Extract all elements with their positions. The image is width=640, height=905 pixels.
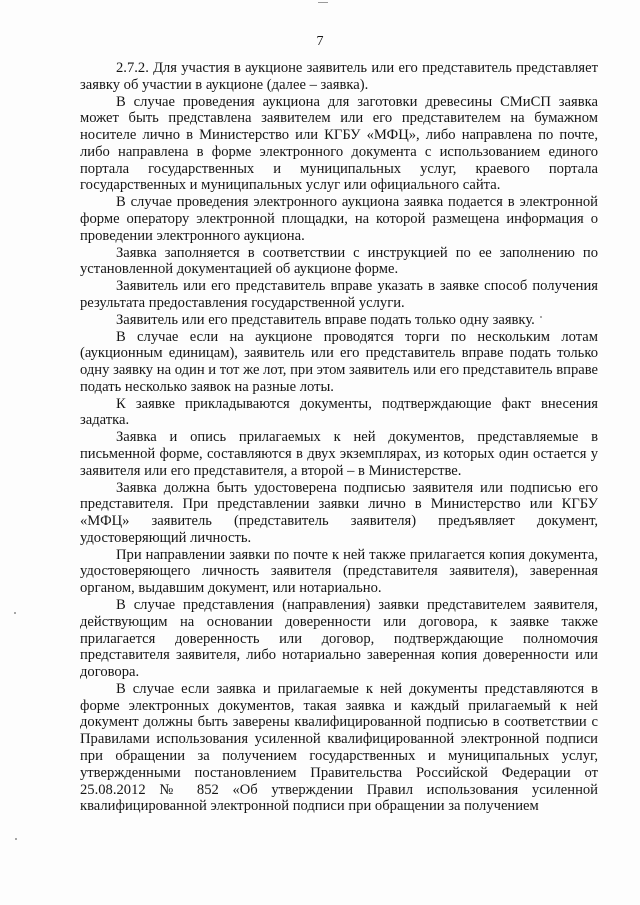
page-number: 7 [316,34,324,49]
body-text [80,60,598,815]
paragraph-signature: Заявка должна быть удостоверена подписью заявителя или подписью его представителя. При представлении заявки лично в Министерство или КГБУ «МФЦ» заявитель (представитель заявителя) предъявляет документ, удостоверяющий личность. [80,479,598,546]
paragraph-2-7-2: 2.7.2. Для участия в аукционе заявитель или его представитель представляет заявку об участии в аукционе (далее – заявка). [80,60,598,93]
paragraph-two-copies: Заявка и опись прилагаемых к ней документов, представляемые в письменной форме, составляются в двух экземплярах, из которых один остается у заявителя или его представителя, а второй – в Министерстве. [80,429,598,479]
paragraph-multiple-lots: В случае если на аукционе проводятся торги по нескольким лотам (аукционным единицам), заявитель или его представитель вправе подать только одну заявку на один и тот же лот, при этом заявитель или его представитель вправе подать несколько заявок на разные лоты. [80,328,598,395]
paragraph-representative: В случае представления (направления) заявки представителем заявителя, действующим на основании доверенности или договора, к заявке также прилагается доверенность или договор, подтверждающие полномочия представителя заявителя, либо нотариально заверенная копия доверенности или договора. [80,597,598,681]
scan-mark [318,2,328,3]
paragraph-electronic-auction: В случае проведения электронного аукциона заявка подается в электронной форме оператору электронной площадки, на которой размещена информация о проведении электронного аукциона. [80,194,598,244]
paragraph-result-method: Заявитель или его представитель вправе указать в заявке способ получения результата предоставления государственной услуги. [80,278,598,311]
paragraph-one-application: Заявитель или его представитель вправе подать только одну заявку. [116,311,535,328]
paragraph-deposit-documents: К заявке прикладываются документы, подтверждающие факт внесения задатка. [80,395,598,429]
paragraph-filling-instructions: Заявка заполняется в соответствии с инструкцией по ее заполнению по установленной документацией об аукционе форме. [80,244,598,278]
paragraph-smisp-paper-or-electronic: В случае проведения аукциона для заготовки древесины СМиСП заявка может быть представлена заявителем или его представителем на бумажном носителе лично в Министерство или КГБУ «МФЦ», либо направлена по почте, либо направлена в форме электронного документа с использованием единого портала государственных и муниципальных услуг, краевого портала государственных и муниципальных услуг или официального сайта. [80,93,598,194]
paragraph-postal-copy: При направлении заявки по почте к ней также прилагается копия документа, удостоверяющего личность заявителя (представителя заявителя), заверенная органом, выдавшим документ, или нотариально. [80,546,598,597]
paragraph-electronic-documents: В случае если заявка и прилагаемые к ней документы представляются в форме электронных документов, такая заявка и каждый прилагаемый к ней документ должны быть заверены квалифицированной подписью в соответствии с Правилами использования усиленной квалифицированной электронной подписи при обращении за получением государственных и муниципальных услуг, утвержденными постановлением Правительства Российской Федерации от 25.08.2012 № 852 «Об утверждении Правил использования усиленной квалифицированной электронной подписи при обращении за получением [80,680,598,815]
